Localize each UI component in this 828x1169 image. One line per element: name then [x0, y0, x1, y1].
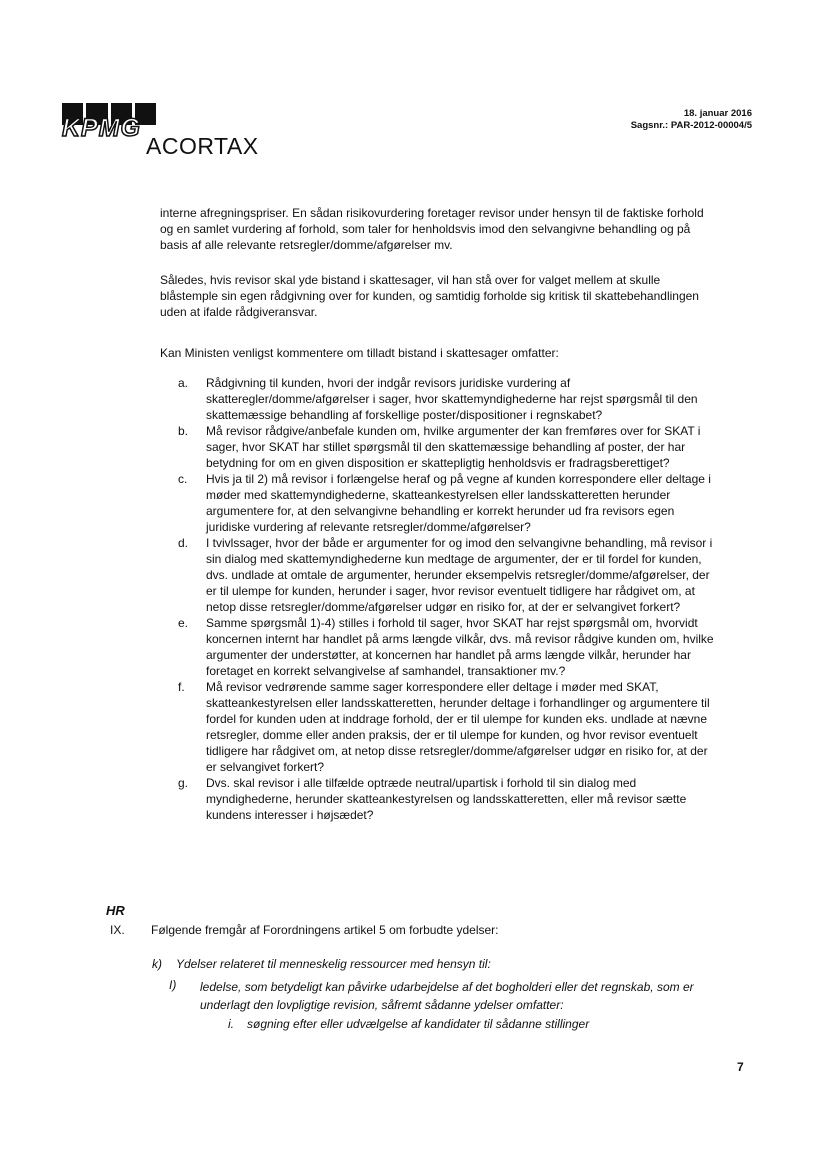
- subsection-i-label: i.: [228, 1017, 234, 1031]
- list-letter: e.: [178, 616, 189, 630]
- list-letter: g.: [178, 776, 189, 790]
- list-item: [178, 775, 718, 823]
- list-text: Rådgivning til kunden, hvori der indgår revisors juridiske vurdering af skatteregler/domme/afgørelser i sager, hvor skattemyndighederne har rejst spørgsmål til den skattemæssige behandling af forskellige poster/dispositioner i regnskabet?: [206, 376, 698, 422]
- subsection-k-text: Ydelser relateret til menneskelig ressourcer med hensyn til:: [176, 957, 491, 971]
- acortax-brand: ACORTAX: [146, 133, 259, 159]
- document-date: 18. januar 2016: [683, 108, 752, 119]
- list-item: [178, 423, 718, 471]
- kpmg-acortax-logo: [62, 103, 272, 163]
- case-number: PAR-2012-00004/5: [670, 120, 752, 131]
- list-item: [178, 535, 718, 615]
- list-letter: f.: [178, 680, 185, 694]
- subsection-l-label: I): [169, 978, 177, 992]
- subsection-k-label: k): [152, 957, 162, 971]
- list-text: Hvis ja til 2) må revisor i forlængelse heraf og på vegne af kunden korrespondere eller deltage i møder med skattemyndighederne, skatteankestyrelsen eller landsskatteretten herunder argumentere for, at den selvangivne behandling er korrekt herunder ud fra revisors egen juridiske vurdering af relevante retsregler/domme/afgørelser?: [206, 472, 711, 534]
- subsection-i-text: søgning efter eller udvælgelse af kandidater til sådanne stillinger: [247, 1017, 590, 1031]
- paragraph-question-intro: Kan Ministen venligst kommentere om tilladt bistand i skattesager omfatter:: [160, 346, 559, 360]
- question-list: [178, 375, 718, 823]
- paragraph-2: Således, hvis revisor skal yde bistand i skattesager, vil han stå over for valget mellem at skulle blåstemple sin egen rådgivning over for kunden, og samtidig forholde sig kritisk til skattebehandlingen uden at ifalde rådgiveransvar.: [160, 273, 699, 319]
- page-number: 7: [737, 1060, 744, 1074]
- list-text: Må revisor vedrørende samme sager korrespondere eller deltage i møder med SKAT, skatteankestyrelsen eller landsskatteretten, herunder deltage i forhandlinger og argumentere til fordel for kunden uden at inddrage forhold, der er til ulempe for kunden eks. undlade at nævne retsregler, domme eller anden praksis, der er til ulempe for kunden, og hvor revisor eventuelt tidligere har rådgivet om, at netop disse retsregler/domme/afgørelser udgør en risiko for, at der er selvangivet forkert?: [206, 680, 710, 774]
- list-text: Må revisor rådgive/anbefale kunden om, hvilke argumenter der kan fremføres over for SKAT i sager, hvor SKAT har stillet spørgsmål til den skattemæssige behandling af poster, der har betydning for om en given disposition er skattepligtig henholdsvis er fradragsberettiget?: [206, 424, 701, 470]
- list-letter: d.: [178, 536, 189, 550]
- kpmg-logo-text: KPMG: [62, 114, 141, 142]
- section-number: IX.: [110, 923, 125, 937]
- case-reference: [631, 120, 752, 132]
- list-letter: b.: [178, 424, 189, 438]
- subsection-l-text: ledelse, som betydeligt kan påvirke udarbejdelse af det bogholderi eller det regnskab, som er underlagt den lovpligtige revision, såfremt sådanne ydelser omfatter:: [200, 980, 694, 1012]
- list-text: Samme spørgsmål 1)-4) stilles i forhold til sager, hvor SKAT har rejst spørgsmål om, hvorvidt koncernen internt har handlet på arms længde vilkår, dvs. må revisor rådgive kunden om, hvilke argumenter der understøtter, at koncernen har handlet på arms længde vilkår, herunder har foretaget en korrekt selvangivelse af samhandel, transaktioner mv.?: [206, 616, 714, 678]
- list-text: I tvivlssager, hvor der både er argumenter for og imod den selvangivne behandling, må revisor i sin dialog med skattemyndighederne kun medtage de argumenter, der er til fordel for kunden, dvs. undlade at omtale de argumenter, herunder eksempelvis retsregler/domme/afgørelser, der er til ulempe for kunden, herunder i sager, hvor revisor eventuelt tidligere har rådgivet om, at netop disse retsregler/domme/afgørelser udgør en risiko for, at der er selvangivet forkert?: [206, 536, 713, 614]
- section-text: Følgende fremgår af Forordningens artikel 5 om forbudte ydelser:: [151, 923, 499, 937]
- list-item: [178, 615, 718, 679]
- case-label: Sagsnr.:: [630, 120, 669, 131]
- list-item: [178, 375, 718, 423]
- list-item: [178, 471, 718, 535]
- list-text: Dvs. skal revisor i alle tilfælde optræde neutral/upartisk i forhold til sin dialog med myndighederne, herunder skatteankestyrelsen og landsskatteretten, eller må revisor sætte kundens interesser i højsædet?: [206, 776, 687, 822]
- list-letter: a.: [178, 376, 189, 390]
- hr-label: HR: [106, 903, 125, 918]
- paragraph-1: interne afregningspriser. En sådan risikovurdering foretager revisor under hensyn til de faktiske forhold og en samlet vurdering af forhold, som taler for henholdsvis imod den selvangivne behandling og på basis af alle relevante retsregler/domme/afgørelser mv.: [160, 206, 704, 252]
- list-letter: c.: [178, 472, 188, 486]
- document-meta: [631, 108, 752, 132]
- list-item: [178, 679, 718, 775]
